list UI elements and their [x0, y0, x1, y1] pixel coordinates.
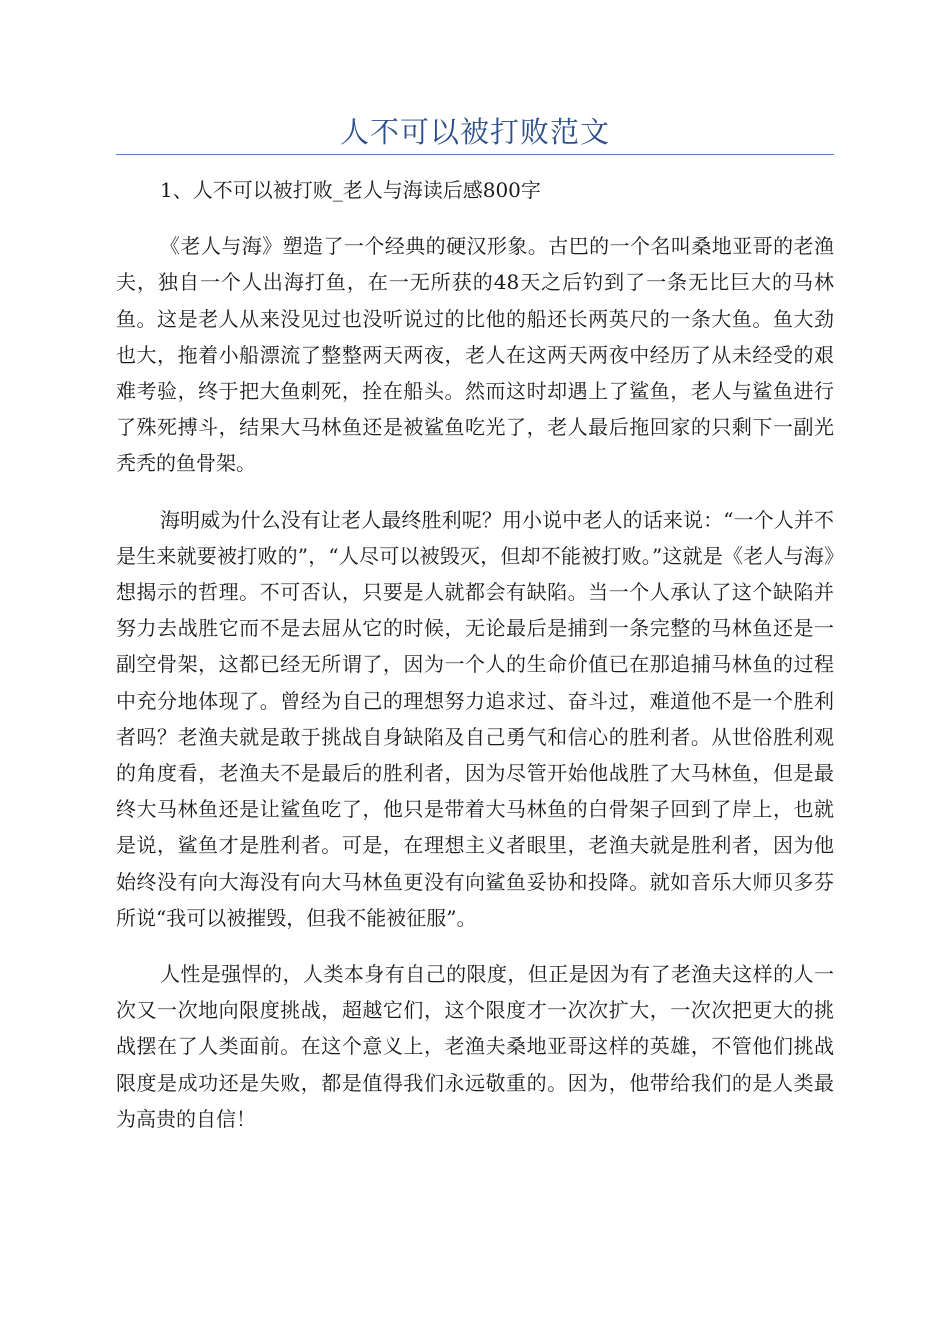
section-heading: 1、人不可以被打败_老人与海读后感800字	[160, 178, 541, 202]
paragraph-1: 《老人与海》塑造了一个经典的硬汉形象。古巴的一个名叫桑地亚哥的老渔夫，独自一个人出海打鱼，在一无所获的48天之后钓到了一条无比巨大的马林鱼。这是老人从来没见过也没听说过的比他的船还长两英尺的一条大鱼。鱼大劲也大，拖着小船漂流了整整两天两夜，老人在这两天两夜中经历了从未经受的艰难考验，终于把大鱼刺死，拴在船头。然而这时却遇上了鲨鱼，老人与鲨鱼进行了殊死搏斗，结果大马林鱼还是被鲨鱼吃光了，老人最后拖回家的只剩下一副光秃秃的鱼骨架。	[116, 234, 834, 476]
paragraph-3: 人性是强悍的，人类本身有自己的限度，但正是因为有了老渔夫这样的人一次又一次地向限度挑战，超越它们，这个限度才一次次扩大，一次次把更大的挑战摆在了人类面前。在这个意义上，老渔夫桑地亚哥这样的英雄，不管他们挑战限度是成功还是失败，都是值得我们永远敬重的。因为，他带给我们的是人类最为高贵的自信！	[116, 962, 834, 1131]
document-body	[116, 172, 834, 1157]
title-underline	[116, 154, 834, 155]
paragraph-2: 海明威为什么没有让老人最终胜利呢？用小说中老人的话来说：“一个人并不是生来就要被打败的”，“人尽可以被毁灭，但却不能被打败。”这就是《老人与海》想揭示的哲理。不可否认，只要是人就都会有缺陷。当一个人承认了这个缺陷并努力去战胜它而不是去屈从它的时候，无论最后是捕到一条完整的马林鱼还是一副空骨架，这都已经无所谓了，因为一个人的生命价值已在那追捕马林鱼的过程中充分地体现了。曾经为自己的理想努力追求过、奋斗过，难道他不是一个胜利者吗？老渔夫就是敢于挑战自身缺陷及自己勇气和信心的胜利者。从世俗胜利观的角度看，老渔夫不是最后的胜利者，因为尽管开始他战胜了大马林鱼，但是最终大马林鱼还是让鲨鱼吃了，他只是带着大马林鱼的白骨架子回到了岸上，也就是说，鲨鱼才是胜利者。可是，在理想主义者眼里，老渔夫就是胜利者，因为他始终没有向大海没有向大马林鱼更没有向鲨鱼妥协和投降。就如音乐大师贝多芬所说“我可以被摧毁，但我不能被征服”。	[116, 507, 834, 930]
document-title: 人不可以被打败范文	[339, 115, 610, 149]
